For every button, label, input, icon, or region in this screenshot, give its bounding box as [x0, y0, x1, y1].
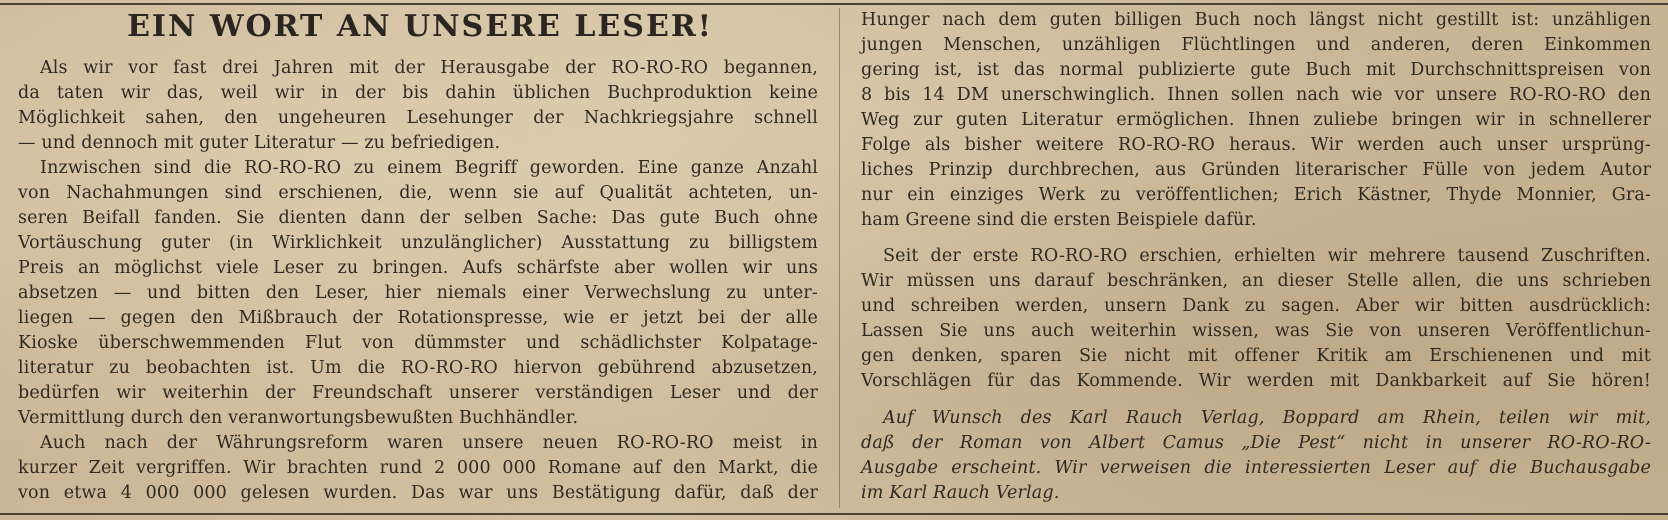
left-line: kurzer Zeit vergriffen. Wir brachten rund 2 000 000 Romane auf den Markt, die: [18, 458, 818, 478]
left-line: von Nachahmungen sind erschienen, die, wenn sie auf Qualität achteten, un-: [18, 183, 818, 203]
left-line: von etwa 4 000 000 gelesen wurden. Das war uns Bestätigung dafür, daß der: [18, 483, 818, 503]
left-line: literatur zu beobachten ist. Um die RO-RO-RO hiervon gebührend abzusetzen,: [18, 358, 818, 378]
right-note-line: daß der Roman von Albert Camus „Die Pest“ nicht in unserer RO-RO-RO-: [861, 433, 1651, 453]
right-note-line: Ausgabe erscheint. Wir verweisen die interessierten Leser auf die Buchausgabe: [861, 458, 1651, 478]
right-line: ham Greene sind die ersten Beispiele dafür.: [861, 210, 1257, 230]
right-line: liches Prinzip durchbrechen, aus Gründen literarischer Fülle von jedem Autor: [861, 160, 1651, 180]
left-line: Inzwischen sind die RO-RO-RO zu einem Begriff geworden. Eine ganze Anzahl: [40, 158, 818, 178]
left-line: Auch nach der Währungsreform waren unsere neuen RO-RO-RO meist in: [40, 433, 818, 453]
column-divider: [839, 8, 840, 508]
left-line: Als wir vor fast drei Jahren mit der Herausgabe der RO-RO-RO begannen,: [40, 58, 818, 78]
left-line: Möglichkeit sahen, den ungeheuren Lesehunger der Nachkriegsjahre schnell: [18, 108, 818, 128]
article-heading: EIN WORT AN UNSERE LESER!: [127, 9, 713, 44]
right-line: Folge als bisher weitere RO-RO-RO heraus. Wir werden auch unser ursprüng-: [861, 135, 1651, 155]
right-line: nur ein einziges Werk zu veröffentlichen; Erich Kästner, Thyde Monnier, Gra-: [861, 185, 1651, 205]
right-line: Weg zur guten Literatur ermöglichen. Ihnen zuliebe bringen wir in schnellerer: [861, 110, 1651, 130]
right-line: Wir müssen uns darauf beschränken, an dieser Stelle allen, die uns schrieben: [861, 271, 1651, 291]
right-line: 8 bis 14 DM unerschwinglich. Ihnen sollen nach wie vor unsere RO-RO-RO den: [861, 85, 1651, 105]
right-line: Vorschlägen für das Kommende. Wir werden mit Dankbarkeit auf Sie hören!: [861, 371, 1651, 391]
left-line: Vortäuschung guter (in Wirklichkeit unzulänglicher) Ausstattung zu billigstem: [18, 233, 818, 253]
right-line: gering ist, ist das normal publizierte gute Buch mit Durchschnittspreisen von: [861, 60, 1651, 80]
right-line: und schreiben werden, unsern Dank zu sagen. Aber wir bitten ausdrücklich:: [861, 296, 1651, 316]
left-line: Preis an möglichst viele Leser zu bringen. Aufs schärfste aber wollen wir uns: [18, 258, 818, 278]
right-line: Seit der erste RO-RO-RO erschien, erhielten wir mehrere tausend Zuschriften.: [883, 246, 1651, 266]
left-line: Vermittlung durch den veranwortungsbewußten Buchhändler.: [18, 408, 579, 428]
left-line: liegen — gegen den Mißbrauch der Rotationspresse, wie er jetzt bei der alle: [18, 308, 818, 328]
right-line: gen denken, sparen Sie nicht mit offener Kritik am Erschienenen und mit: [861, 346, 1651, 366]
bottom-rule: [0, 513, 1668, 515]
left-line: da taten wir das, weil wir in der bis dahin üblichen Buchproduktion keine: [18, 83, 818, 103]
right-note-line: Auf Wunsch des Karl Rauch Verlag, Boppard am Rhein, teilen wir mit,: [883, 408, 1651, 428]
right-line: Lassen Sie uns auch weiterhin wissen, was Sie von unseren Veröffentlichun-: [861, 321, 1651, 341]
left-line: seren Beifall fanden. Sie dienten dann der selben Sache: Das gute Buch ohne: [18, 208, 818, 228]
right-note-line: im Karl Rauch Verlag.: [861, 483, 1060, 503]
top-rule: [0, 3, 1668, 5]
right-line: Hunger nach dem guten billigen Buch noch längst nicht gestillt ist: unzähligen: [861, 10, 1651, 30]
left-line: — und dennoch mit guter Literatur — zu befriedigen.: [18, 133, 501, 153]
left-line: bedürfen wir weiterhin der Freundschaft unserer verständigen Leser und der: [18, 383, 818, 403]
right-line: jungen Menschen, unzähligen Flüchtlingen und anderen, deren Einkommen: [861, 35, 1651, 55]
left-line: absetzen — und bitten den Leser, hier niemals einer Verwechslung zu unter-: [18, 283, 818, 303]
left-line: Kioske überschwemmenden Flut von dümmster und schädlichster Kolpatage-: [18, 333, 818, 353]
